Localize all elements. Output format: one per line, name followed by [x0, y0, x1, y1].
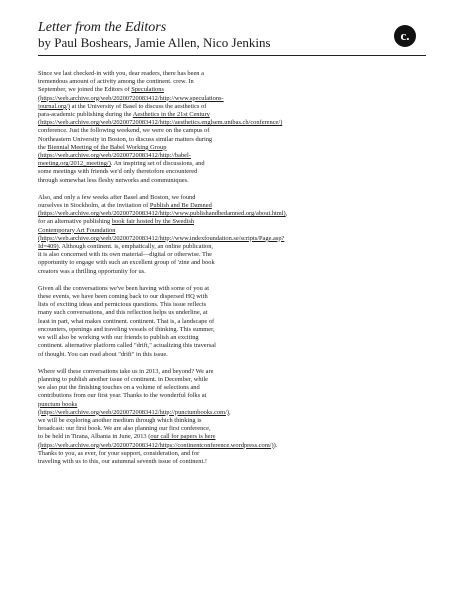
byline: by Paul Boshears, Jamie Allen, Nico Jenkins — [38, 35, 271, 50]
inline-link[interactable]: Speculations (https://web.archive.org/web/20200720083412/http://www.speculations-journal.org/) — [38, 86, 224, 110]
inline-link[interactable]: Aesthetics in the 21st Century (https://web.archive.org/web/20200720083412/http://aesthetics.englsem.unibas.ch/conference/) — [38, 111, 283, 127]
paragraph-text: Where will these conversations take us in 2013, and beyond? We are planning to publish another issue of continent. in December, while we also put the finishing touches on a volume of selections and contributions from our first year. Thanks to the wonderful folks at — [38, 367, 214, 400]
letter-body — [38, 70, 288, 475]
body-paragraph — [38, 367, 278, 466]
body-paragraph — [38, 193, 288, 276]
inline-link[interactable]: punctum books (https://web.archive.org/web/20200720083412/http://punctumbooks.com/) — [38, 400, 230, 416]
paragraph-text: Given all the conversations we've been having with some of you at these events, we have been coming back to our dispersed HQ with lists of exciting ideas and pernicious questions. This issue reflects many such conversations, and this reflection helps us underline, at least in part, what makes continent. continent. That is, a landscape of encounters, openings and traveling vessels of thinking. This summer, we will also be working with our friends to publish an exciting continent. alternative platform called "drift," actualizing this traversal of thought. You can read about "drift" in this issue. — [38, 284, 216, 358]
inline-link[interactable]: Publish and Be Damned (https://web.archive.org/web/20200720083412/http://www.publishandbedamned.org/about.html) — [38, 202, 286, 218]
continent-logo-icon: c. — [394, 25, 416, 47]
inline-link[interactable]: our call for papers is here (https://web.archive.org/web/20200720083412/https://continentconference.wordpress.com/) — [38, 433, 274, 449]
paragraph-text: ). Thanks to you, as ever, for your support, consideration, and for traveling with us to this, our autumnal seventh issue of continent.! — [38, 441, 278, 465]
page-title: Letter from the Editors — [38, 20, 167, 35]
letter-header — [38, 20, 388, 50]
header-divider — [38, 55, 426, 56]
inline-link[interactable]: Biennial Meeting of the Babel Working Group (https://web.archive.org/web/20200720083412/http://babel-meeting.org/2012_meeting/) — [38, 143, 191, 168]
inline-link[interactable]: book fair hosted by the Swedish Contemporary Art Foundation (https://web.archive.org/web/20200720083412/http://www.indexfoundation.se/scripts/Page.asp?Id=409) — [38, 218, 285, 251]
body-paragraph — [38, 285, 216, 359]
paragraph-text: at the University of Basel to discuss the aesthetics of para-academic publishing during the — [38, 102, 207, 119]
paragraph-text: conference. Just the following weekend, we were on the campus of Northeastern University in Boston, to discuss similar matters during the — [38, 127, 213, 151]
paragraph-text: . Although continent. is, emphatically, an online publication, it is also concerned with its own material—digital or otherwise. The opportunity to engage with such an excellent group of 'zine and book creators was a thrilling opportunity for us. — [38, 243, 215, 275]
paragraph-text: . An inspiring set of discussions, and some meetings with friends we'd only theretofore encountered through somewhat less fleshy networks and communiques. — [38, 160, 205, 184]
body-paragraph — [38, 70, 283, 185]
paragraph-text: , we will be exploring another medium through which thinking is broadcast: our first book. We are also planning our first conference, to be held in Tirana, Albania in June, 2013 ( — [38, 408, 231, 441]
paragraph-text: , for an alternative publishing — [38, 210, 288, 226]
paragraph-text: Also, and only a few weeks after Basel and Boston, we found ourselves in Stockholm, at the invitation of — [38, 193, 196, 210]
paragraph-text: Since we last checked-in with you, dear readers, there has been a tremendous amount of activity among the continent. crew. In September, we joined the Editors of — [38, 70, 204, 94]
